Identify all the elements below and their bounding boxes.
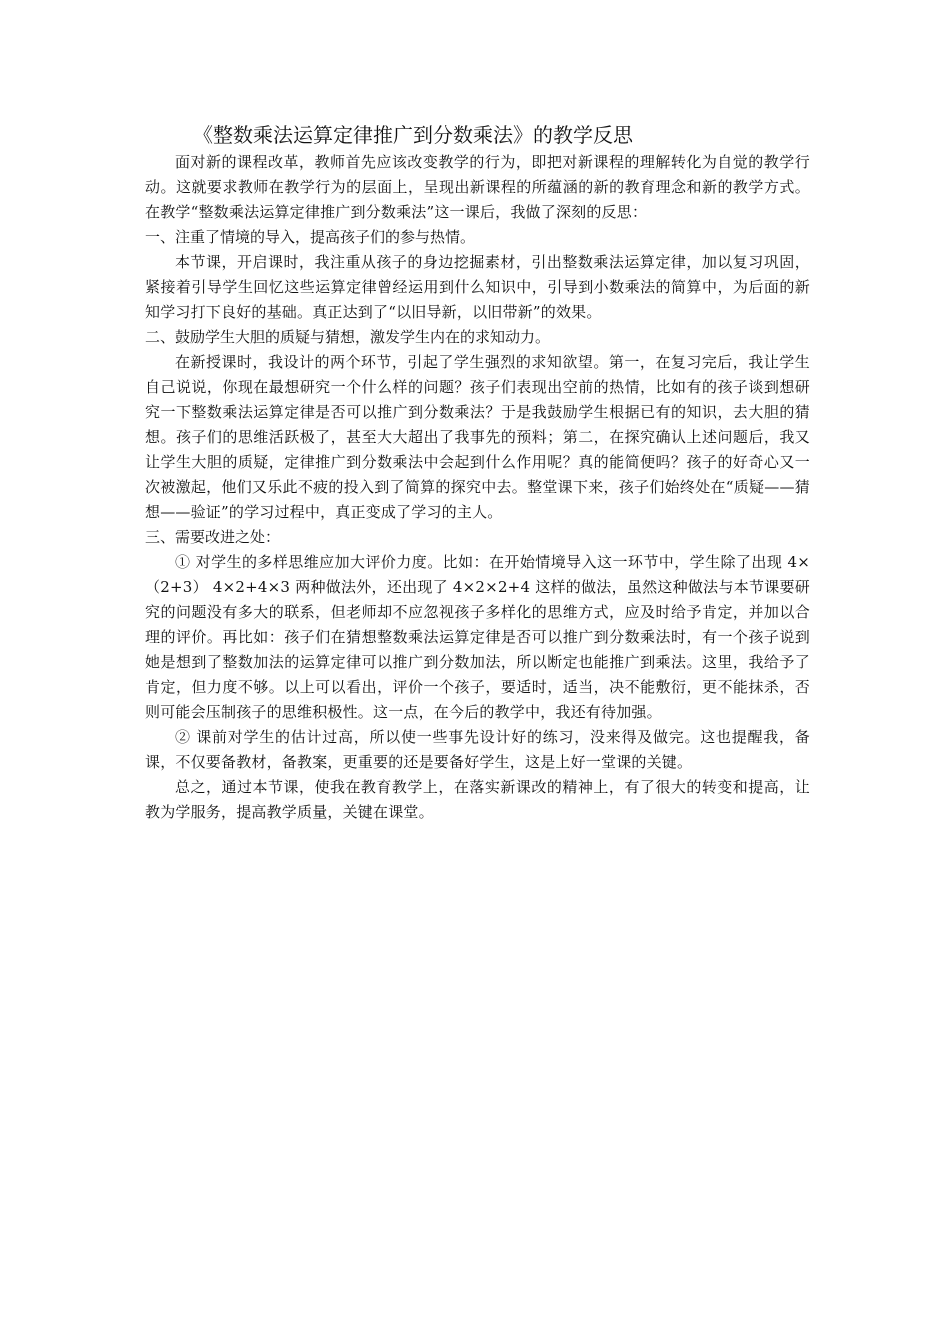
- document-page: [145, 120, 810, 825]
- section3-item1-paragraph: ① 对学生的多样思维应加大评价力度。比如：在开始情境导入这一环节中，学生除了出现 4×（2+3） 4×2+4×3 两种做法外，还出现了 4×2×2+4 这样的做法，虽然这种做法与本节课要研究的问题没有多大的联系，但老师却不应忽视孩子多样化的思维方式，应及时给予肯定，并加以合理的评价。再比如：孩子们在猜想整数乘法运算定律是否可以推广到分数乘法时，有一个孩子说到她是想到了整数加法的运算定律可以推广到分数加法，所以断定也能推广到乘法。这里，我给予了肯定，但力度不够。以上可以看出，评价一个孩子，要适时，适当，决不能敷衍，更不能抹杀，否则可能会压制孩子的思维积极性。这一点，在今后的教学中，我还有待加强。: [145, 553, 810, 721]
- intro-paragraph: 面对新的课程改革，教师首先应该改变教学的行为，即把对新课程的理解转化为自觉的教学行动。这就要求教师在教学行为的层面上，呈现出新课程的所蕴涵的新的教育理念和新的教学方式。在教学“整数乘法运算定律推广到分数乘法”这一课后，我做了深刻的反思：: [145, 153, 810, 221]
- document-title: 《整数乘法运算定律推广到分数乘法》的教学反思: [193, 123, 633, 147]
- conclusion-paragraph: 总之，通过本节课，使我在教育教学上，在落实新课改的精神上，有了很大的转变和提高，让教为学服务，提高教学质量，关键在课堂。: [145, 778, 810, 821]
- section2-paragraph: 在新授课时，我设计的两个环节，引起了学生强烈的求知欲望。第一，在复习完后，我让学生自己说说，你现在最想研究一个什么样的问题？孩子们表现出空前的热情，比如有的孩子谈到想研究一下整数乘法运算定律是否可以推广到分数乘法？于是我鼓励学生根据已有的知识，去大胆的猜想。孩子们的思维活跃极了，甚至大大超出了我事先的预料；第二，在探究确认上述问题后，我又让学生大胆的质疑，定律推广到分数乘法中会起到什么作用呢？真的能简便吗？孩子的好奇心又一次被激起，他们又乐此不疲的投入到了简算的探究中去。整堂课下来，孩子们始终处在“质疑——猜想——验证”的学习过程中，真正变成了学习的主人。: [145, 353, 810, 521]
- section3-item2-paragraph: ② 课前对学生的估计过高，所以使一些事先设计好的练习，没来得及做完。这也提醒我，备课，不仅要备教材，备教案，更重要的还是要备好学生，这是上好一堂课的关键。: [145, 728, 810, 771]
- section1-heading: 一、注重了情境的导入，提高孩子们的参与热情。: [145, 228, 476, 246]
- section2-heading: 二、鼓励学生大胆的质疑与猜想，激发学生内在的求知动力。: [145, 328, 551, 346]
- section3-heading: 三、需要改进之处：: [145, 528, 281, 546]
- section1-paragraph: 本节课，开启课时，我注重从孩子的身边挖掘素材，引出整数乘法运算定律，加以复习巩固，紧接着引导学生回忆这些运算定律曾经运用到什么知识中，引导到小数乘法的简算中，为后面的新知学习打下良好的基础。真正达到了“以旧导新，以旧带新”的效果。: [145, 253, 810, 321]
